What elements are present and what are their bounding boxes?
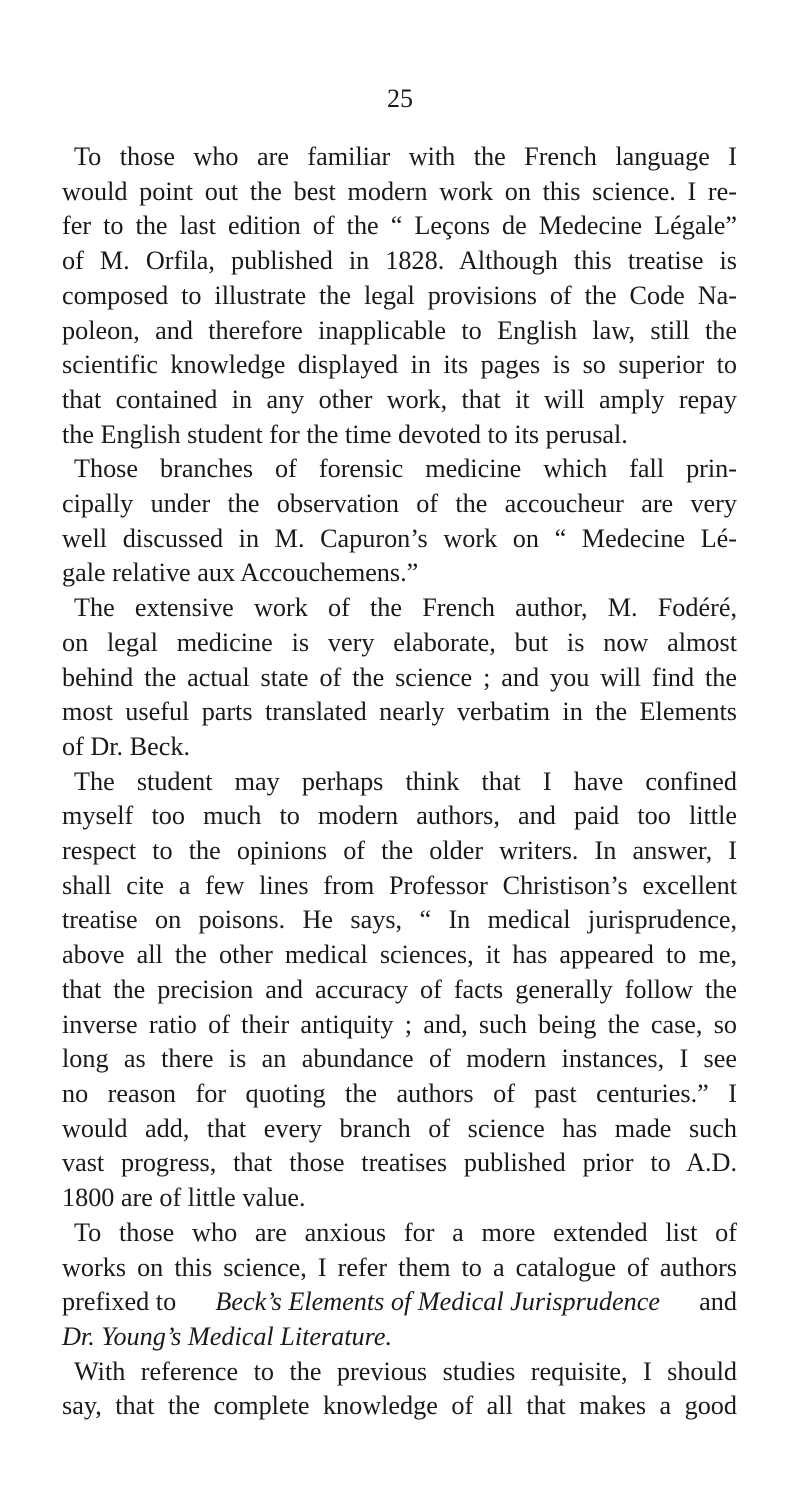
text-line: works on this science, I refer them to a catalogue of authors [62, 1252, 737, 1282]
text-line: Those branches of forensic medicine which fall prin- [74, 454, 737, 484]
text-line: on legal medicine is very elaborate, but is now almost [62, 627, 737, 657]
text-line: poleon, and therefore inapplicable to English law, still the [62, 315, 737, 345]
text-line: that the precision and accuracy of facts generally follow the [62, 974, 737, 1004]
text-line: The student may perhaps think that I have confined [74, 766, 737, 796]
text-line: long as there is an abundance of modern instances, I see [62, 1044, 737, 1074]
italic-title: Beck’s Elements of Medical Jurisprudence [215, 1287, 660, 1317]
text-segment: prefixed to [62, 1287, 183, 1317]
text-line: composed to illustrate the legal provisions of the Code Na- [62, 280, 737, 310]
text-line: inverse ratio of their antiquity ; and, such being the case, so [62, 1009, 737, 1039]
text-line: that contained in any other work, that it will amply repay [62, 384, 737, 414]
text-line: myself too much to modern authors, and paid too little [62, 801, 737, 831]
text-line-mixed [62, 1320, 737, 1355]
text-line: To those who are anxious for a more extended list of [74, 1217, 737, 1247]
page-number: 25 [387, 84, 413, 113]
text-line: well discussed in M. Capuron’s work on “ Medecine Lé- [62, 523, 737, 553]
text-line: of M. Orfila, published in 1828. Although this treatise is [62, 246, 737, 276]
text-line: would point out the best modern work on this science. I re- [62, 176, 737, 206]
text-line: no reason for quoting the authors of past centuries.” I [62, 1078, 737, 1108]
italic-title: Dr. Young’s Medical Literature. [62, 1321, 393, 1351]
text-line: shall cite a few lines from Professor Christison’s excellent [62, 870, 737, 900]
text-line: would add, that every branch of science has made such [62, 1113, 737, 1143]
body-text [62, 140, 737, 1424]
text-line: say, that the complete knowledge of all that makes a good [62, 1391, 737, 1421]
text-line-mixed [62, 1285, 737, 1320]
text-segment: and [692, 1287, 737, 1317]
text-line: of Dr. Beck. [62, 731, 190, 761]
text-line: scientific knowledge displayed in its pages is so superior to [62, 350, 737, 380]
text-line: the English student for the time devoted to its perusal. [62, 419, 628, 449]
text-line: most useful parts translated nearly verbatim in the Elements [62, 697, 737, 727]
text-line: The extensive work of the French author, M. Fodéré, [74, 593, 737, 623]
text-line: With reference to the previous studies requisite, I should [74, 1356, 737, 1386]
text-line: gale relative aux Accouchemens.” [62, 558, 419, 588]
text-line: fer to the last edition of the “ Leçons de Medecine Légale” [62, 211, 737, 241]
text-line: To those who are familiar with the French language I [74, 142, 737, 171]
text-line: vast progress, that those treatises published prior to A.D. [62, 1148, 737, 1178]
text-line: respect to the opinions of the older writers. In answer, I [62, 836, 737, 866]
text-line: above all the other medical sciences, it has appeared to me, [62, 940, 737, 970]
text-line: behind the actual state of the science ; and you will find the [62, 662, 737, 692]
text-line: treatise on poisons. He says, “ In medical jurisprudence, [62, 905, 737, 935]
text-line: 1800 are of little value. [62, 1183, 306, 1213]
text-line: cipally under the observation of the accoucheur are very [62, 489, 737, 519]
